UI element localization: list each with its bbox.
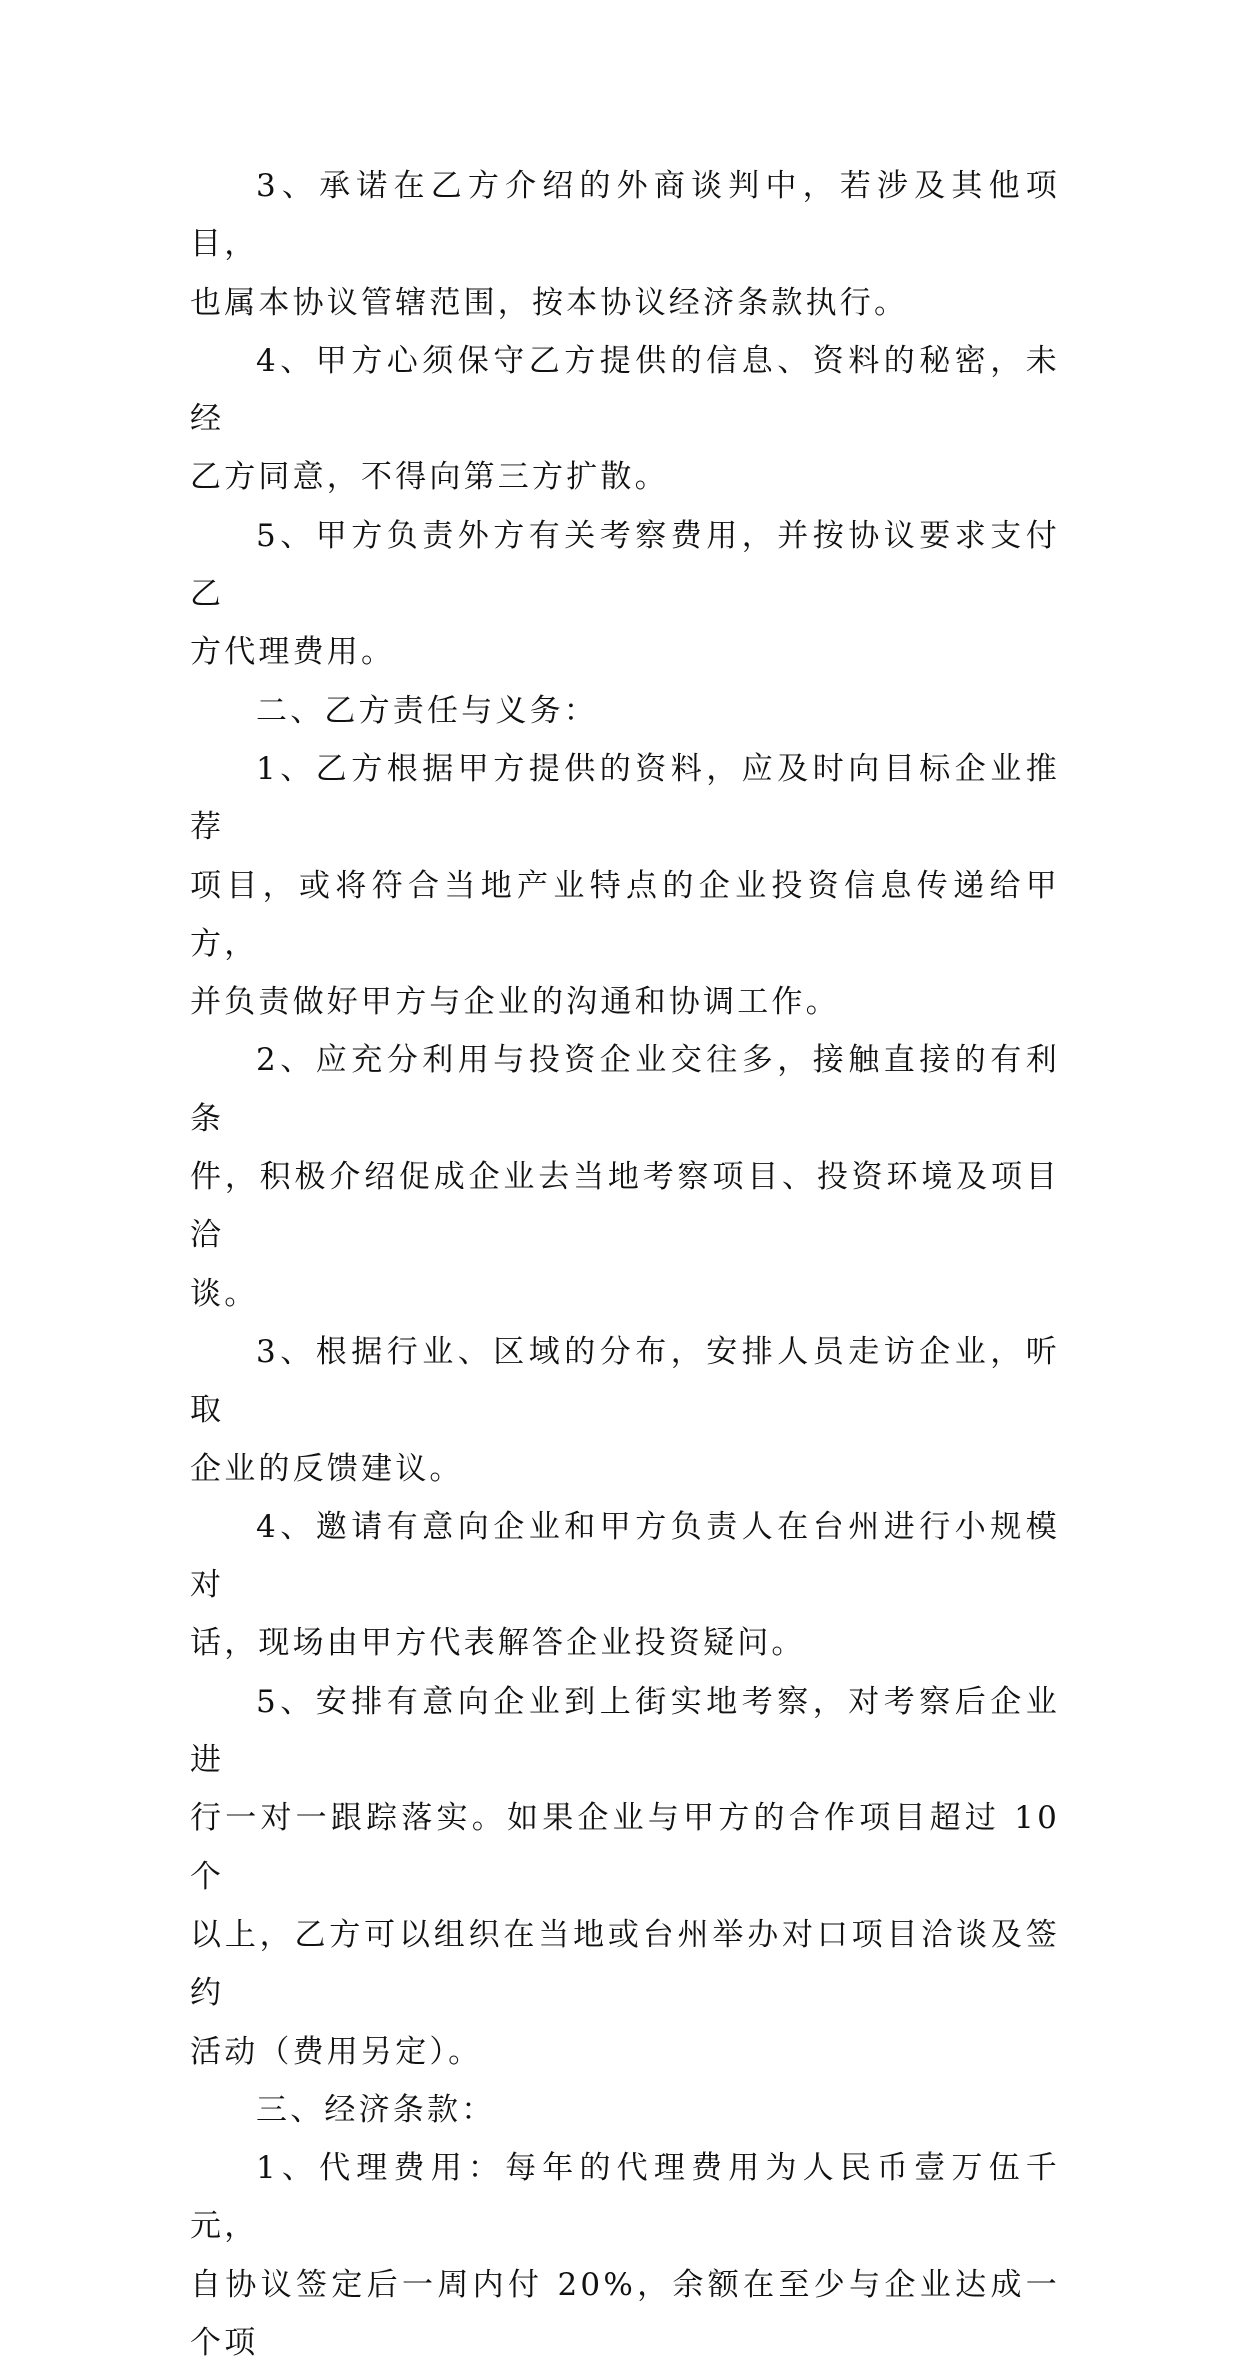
clause-b3 — [190, 1323, 1060, 1498]
clause-b4 — [190, 1498, 1060, 1673]
text-line: 1、乙方根据甲方提供的资料，应及时向目标企业推荐 — [190, 750, 1060, 846]
text-line: 并负责做好甲方与企业的沟通和协调工作。 — [190, 984, 840, 1021]
text-line: 2、应充分利用与投资企业交往多，接触直接的有利条 — [190, 1042, 1060, 1137]
text-line: 1、代理费用：每年的代理费用为人民币壹万伍千元， — [190, 2150, 1060, 2245]
text-line: 5、甲方负责外方有关考察费用，并按协议要求支付乙 — [190, 517, 1060, 613]
text-line: 5、安排有意向企业到上街实地考察，对考察后企业进 — [190, 1683, 1060, 1779]
clause-c1 — [190, 2139, 1060, 2372]
section-heading-2 — [190, 682, 1060, 740]
text-line: 活动（费用另定）。 — [190, 2033, 483, 2070]
clause-b2 — [190, 1031, 1060, 1322]
text-line: 乙方同意，不得向第三方扩散。 — [190, 459, 669, 496]
text-line: 谈。 — [190, 1275, 259, 1312]
heading-text: 二、乙方责任与义务： — [256, 692, 598, 729]
text-line: 4、邀请有意向企业和甲方负责人在台州进行小规模对 — [190, 1508, 1060, 1604]
clause-a5 — [190, 507, 1060, 682]
clause-a4 — [190, 332, 1060, 507]
text-line: 行一对一跟踪落实。如果企业与甲方的合作项目超过 10 个 — [190, 1800, 1060, 1895]
heading-text: 三、经济条款： — [256, 2091, 496, 2128]
text-line: 件，积极介绍促成企业去当地考察项目、投资环境及项目洽 — [190, 1159, 1060, 1254]
text-line: 方代理费用。 — [190, 634, 396, 671]
text-line: 项目，或将符合当地产业特点的企业投资信息传递给甲方， — [190, 867, 1060, 962]
document-body — [190, 157, 1060, 2372]
clause-b5 — [190, 1673, 1060, 2081]
section-heading-3 — [190, 2081, 1060, 2139]
text-line: 自协议签定后一周内付 20%，余额在至少与企业达成一个项 — [190, 2266, 1060, 2361]
text-line: 以上，乙方可以组织在当地或台州举办对口项目洽谈及签约 — [190, 1916, 1060, 2012]
text-line: 企业的反馈建议。 — [190, 1450, 464, 1487]
clause-b1 — [190, 740, 1060, 1031]
clause-a3 — [190, 157, 1060, 332]
text-line: 也属本协议管辖范围，按本协议经济条款执行。 — [190, 284, 909, 321]
text-line: 3、根据行业、区域的分布，安排人员走访企业，听取 — [190, 1333, 1060, 1429]
text-line: 4、甲方心须保守乙方提供的信息、资料的秘密，未经 — [190, 342, 1060, 438]
text-line: 话，现场由甲方代表解答企业投资疑问。 — [190, 1625, 806, 1662]
text-line: 3、承诺在乙方介绍的外商谈判中，若涉及其他项目， — [190, 168, 1060, 263]
